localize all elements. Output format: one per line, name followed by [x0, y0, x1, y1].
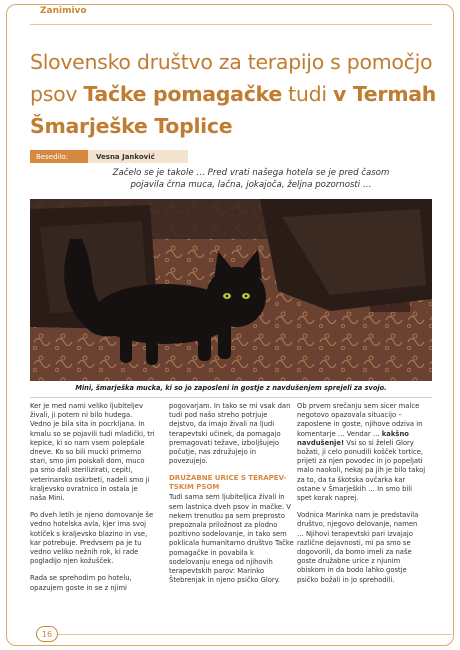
title-part-1: Slovensko društvo za terapijo s pomočjo psov	[30, 50, 433, 106]
col2-paragraph-2: Tudi sama sem ljubiteljica živali in sem lastnica dveh psov in mačke. V nekem trenutku pa sem preprosto prepoznala priložnost za plodno pozitivno sodelovanje, in tako sem poklicala humanitarno društvo Tačke pomagačke in povabila k sodelovanju enega od njihovih terapevtskih parov: Marinko Štebrenjak in njeno psičko Glory.	[169, 493, 294, 585]
title-bold-2: v Termah Šmarješke Toplice	[30, 82, 437, 138]
byline	[30, 150, 188, 163]
col1-paragraph-1: Ker je med nami veliko ljubiteljev živali, ji potem ni bilo hudega. Vedno je bila sita in pocrkljana. In kmalu so se pojavili tudi mladički, tri kepice, ki so nam vsem polepšale dneve. Ko so bili mucki primerno stari, smo jim poiskali dom, muco pa smo dali sterilizirati, cepiti, veterinarsko oskrbeti, nadeli smo ji kraljevsko ovratnico in ostala je naša Mini.	[30, 402, 155, 503]
article-photo	[30, 199, 432, 381]
byline-author: Vesna Janković	[88, 150, 188, 163]
col1-paragraph-2: Po dveh letih je njeno domovanje še vedno hotelska avla, kjer ima svoj kotiček s kraljevsko blazino in vse, kar potrebuje. Predvsem pa je tu vedno veliko nežnih rok, ki rade pogladijo njen kožušček.	[30, 511, 154, 566]
title-part-2: tudi	[281, 82, 333, 106]
column-1	[30, 402, 155, 601]
col3-paragraph-2: Vodnica Marinka nam je predstavila društvo, njegovo delovanje, namen … Njihovi terapevtski pari izvajajo različne dejavnosti, mi pa smo se dogovorili, da bomo imeli za naše goste družabne urice z njunim obiskom in da bodo lahko gostje psičko božali in jo sprehodili.	[297, 511, 419, 584]
photo-cat-illustration	[30, 199, 432, 381]
col2-paragraph-1: pogovarjam. In tako se mi vsak dan tudi pod našo streho potrjuje dejstvo, da imajo živali na ljudi terapevtski učinek, da pomagajo premagovati težave, izboljšujejo počutje, nas združujejo in povezujejo.	[169, 402, 291, 466]
article-title	[30, 46, 440, 142]
column-3	[297, 402, 426, 593]
footer-divider	[58, 634, 452, 635]
byline-label: Besedilo:	[30, 150, 88, 163]
photo-caption: Mini, šmarješka mucka, ki so jo zaposleni in gostje z navdušenjem sprejeli za svojo.	[75, 384, 387, 392]
column-2	[169, 402, 294, 593]
col1-paragraph-3: Rada se sprehodim po hotelu, opazujem goste in se z njimi	[30, 574, 132, 592]
caption-divider	[30, 397, 432, 398]
top-divider	[30, 24, 432, 25]
section-label: Zanimivo	[40, 6, 87, 16]
col3-text-c: Vsi so si želeli Glory božati, ji celo ponudili košček tortice, prijeti za njen povodec in jo popeljati malo naokoli, nekaj pa jih je bilo takoj za to, da ta škotska ovčarka kar ostane v Šmarjeških … In smo bili spet korak naprej.	[297, 438, 426, 503]
col2-subheading: DRUŽABNE URICE S TERAPEV-TSKIM PSOM	[169, 474, 287, 492]
col3-paragraph-1	[297, 402, 426, 503]
page-number: 16	[36, 626, 58, 642]
col3-highlight: kakšno navdušenje!	[297, 429, 409, 447]
lede: Začelo se je takole … Pred vrati našega hotela se je pred časom pojavila črna muca, lačna, jokajoča, željna pozornosti …	[112, 168, 390, 190]
title-bold-1: Tačke pomagačke	[83, 82, 282, 106]
col3-text-a: Ob prvem srečanju sem sicer malce negotovo opazovala situacijo – zaposlene in goste, njihove odziva in komentarje … Vendar …	[297, 402, 423, 438]
